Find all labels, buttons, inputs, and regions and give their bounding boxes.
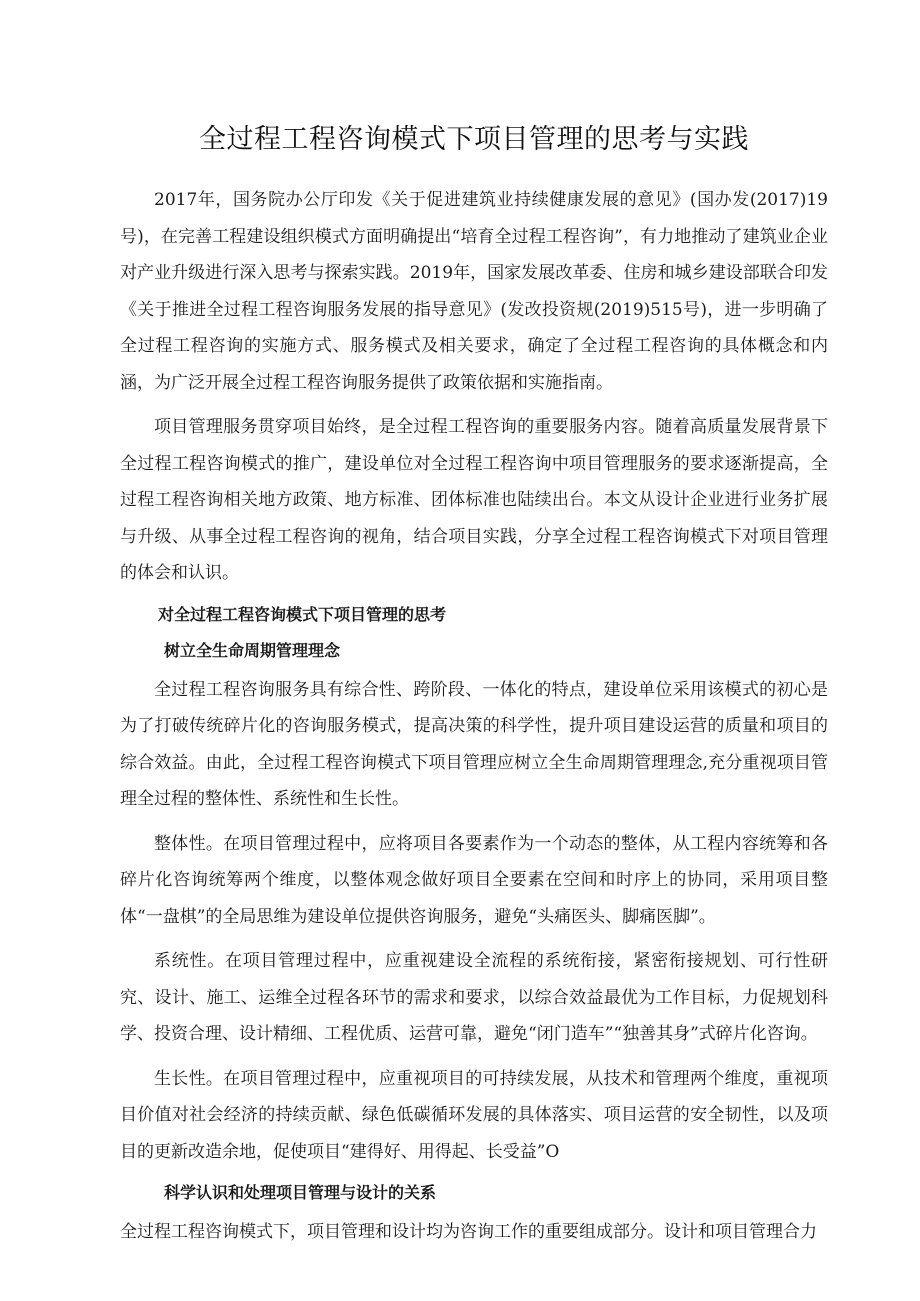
body-paragraph: 全过程工程咨询服务具有综合性、跨阶段、一体化的特点，建设单位采用该模式的初心是为了打破传统碎片化的咨询服务模式，提高决策的科学性，提升项目建设运营的质量和项目的综合效益。由此，全过程工程咨询模式下项目管理应树立全生命周期管理理念,充分重视项目管理全过程的整体性、系统性和生长性。	[120, 679, 828, 809]
intro-paragraph-2: 项目管理服务贯穿项目始终，是全过程工程咨询的重要服务内容。随着高质量发展背景下全过程工程咨询模式的推广，建设单位对全过程工程咨询中项目管理服务的要求逐渐提高，全过程工程咨询相关地方政策、地方标准、团体标准也陆续出台。本文从设计企业进行业务扩展与升级、从事全过程工程咨询的视角，结合项目实践，分享全过程工程咨询模式下对项目管理的体会和认识。	[120, 417, 828, 583]
body-paragraph-growth: 生长性。在项目管理过程中，应重视项目的可持续发展，从技术和管理两个维度，重视项目价值对社会经济的持续贡献、绿色低碳循环发展的具体落实、项目运营的安全韧性，以及项目的更新改造余地，促使项目“建得好、用得起、长受益”O	[120, 1068, 828, 1162]
body-paragraph-integrity: 整体性。在项目管理过程中，应将项目各要素作为一个动态的整体，从工程内容统筹和各碎片化咨询统筹两个维度，以整体观念做好项目全要素在空间和时序上的协同，采用项目整体“一盘棋”的全局思维为建设单位提供咨询服务，避免“头痛医头、脚痛医脚”。	[120, 833, 828, 927]
body-paragraph-design: 全过程工程咨询模式下，项目管理和设计均为咨询工作的重要组成部分。设计和项目管理合力	[120, 1222, 817, 1242]
subsection-heading-2: 科学认识和处理项目管理与设计的关系	[164, 1183, 437, 1202]
subsection-heading: 树立全生命周期管理理念	[164, 640, 341, 660]
body-paragraph-systematic: 系统性。在项目管理过程中，应重视建设全流程的系统衔接，紧密衔接规划、可行性研究、设计、施工、运维全过程各环节的需求和要求，以综合效益最优为工作目标，力促规划科学、投资合理、设计精细、工程优质、运营可靠，避免“闭门造车”“独善其身”式碎片化咨询。	[120, 951, 828, 1044]
section-heading: 对全过程工程咨询模式下项目管理的思考	[158, 604, 447, 624]
intro-paragraph-1: 2017年，国务院办公厅印发《关于促进建筑业持续健康发展的意见》(国办发(2017)19号)，在完善工程建设组织模式方面明确提出“培育全过程工程咨询”，有力地推动了建筑业企业对产业升级进行深入思考与探索实践。2019年，国家发展改革委、住房和城乡建设部联合印发《关于推进全过程工程咨询服务发展的指导意见》(发改投资规(2019)515号)，进一步明确了全过程工程咨询的实施方式、服务模式及相关要求，确定了全过程工程咨询的具体概念和内涵，为广泛开展全过程工程咨询服务提供了政策依据和实施指南。	[120, 190, 828, 393]
document-title: 全过程工程咨询模式下项目管理的思考与实践	[199, 124, 749, 155]
